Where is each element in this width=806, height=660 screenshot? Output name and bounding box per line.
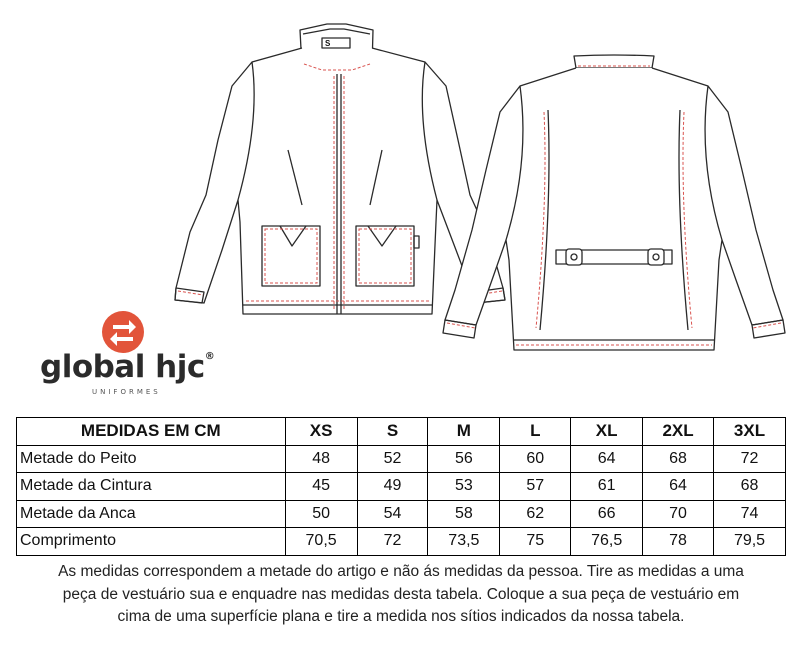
table-cell: 72 — [357, 528, 428, 556]
size-tag-text: S — [325, 39, 331, 48]
registered-mark: ® — [204, 351, 215, 362]
row-label: Metade do Peito — [17, 445, 286, 473]
jacket-back-view — [443, 55, 785, 350]
size-header: 3XL — [714, 418, 786, 446]
table-row — [17, 473, 786, 501]
table-cell: 53 — [428, 473, 500, 501]
table-cell: 78 — [643, 528, 714, 556]
row-label: Comprimento — [17, 528, 286, 556]
table-cell: 49 — [357, 473, 428, 501]
note-line: cima de uma superfície plana e tire a medida nos sítios indicados da nossa tabela. — [117, 608, 685, 625]
table-header-label: MEDIDAS EM CM — [17, 418, 286, 446]
size-header: M — [428, 418, 500, 446]
jacket-front-view — [175, 24, 505, 314]
row-label: Metade da Anca — [17, 500, 286, 528]
table-cell: 45 — [285, 473, 357, 501]
table-cell: 50 — [285, 500, 357, 528]
table-cell: 60 — [500, 445, 571, 473]
size-header: L — [500, 418, 571, 446]
table-cell: 73,5 — [428, 528, 500, 556]
table-header-row — [17, 418, 786, 446]
table-cell: 64 — [571, 445, 643, 473]
table-cell: 48 — [285, 445, 357, 473]
table-cell: 54 — [357, 500, 428, 528]
table-cell: 57 — [500, 473, 571, 501]
size-header: XS — [285, 418, 357, 446]
row-label: Metade da Cintura — [17, 473, 286, 501]
table-cell: 68 — [643, 445, 714, 473]
refresh-arrows-icon — [101, 310, 145, 354]
table-cell: 70 — [643, 500, 714, 528]
table-row — [17, 500, 786, 528]
table-cell: 62 — [500, 500, 571, 528]
size-header: 2XL — [643, 418, 714, 446]
table-cell: 74 — [714, 500, 786, 528]
size-chart-table — [16, 417, 786, 556]
measurement-note — [16, 561, 786, 629]
table-cell: 61 — [571, 473, 643, 501]
table-cell: 79,5 — [714, 528, 786, 556]
table-cell: 70,5 — [285, 528, 357, 556]
table-cell: 56 — [428, 445, 500, 473]
table-cell: 58 — [428, 500, 500, 528]
size-header: XL — [571, 418, 643, 446]
table-cell: 68 — [714, 473, 786, 501]
table-cell: 66 — [571, 500, 643, 528]
table-cell: 52 — [357, 445, 428, 473]
brand-name: global hjc® — [40, 349, 215, 385]
note-line: As medidas correspondem a metade do artigo e não ás medidas da pessoa. Tire as medidas a uma — [58, 563, 744, 580]
brand-tagline: UNIFORMES — [92, 388, 161, 396]
table-cell: 72 — [714, 445, 786, 473]
table-cell: 64 — [643, 473, 714, 501]
size-header: S — [357, 418, 428, 446]
note-line: peça de vestuário sua e enquadre nas medidas desta tabela. Coloque a sua peça de vestuário em — [62, 585, 740, 603]
table-cell: 75 — [500, 528, 571, 556]
brand-logo — [40, 312, 220, 396]
table-row — [17, 445, 786, 473]
table-cell: 76,5 — [571, 528, 643, 556]
table-row — [17, 528, 786, 556]
